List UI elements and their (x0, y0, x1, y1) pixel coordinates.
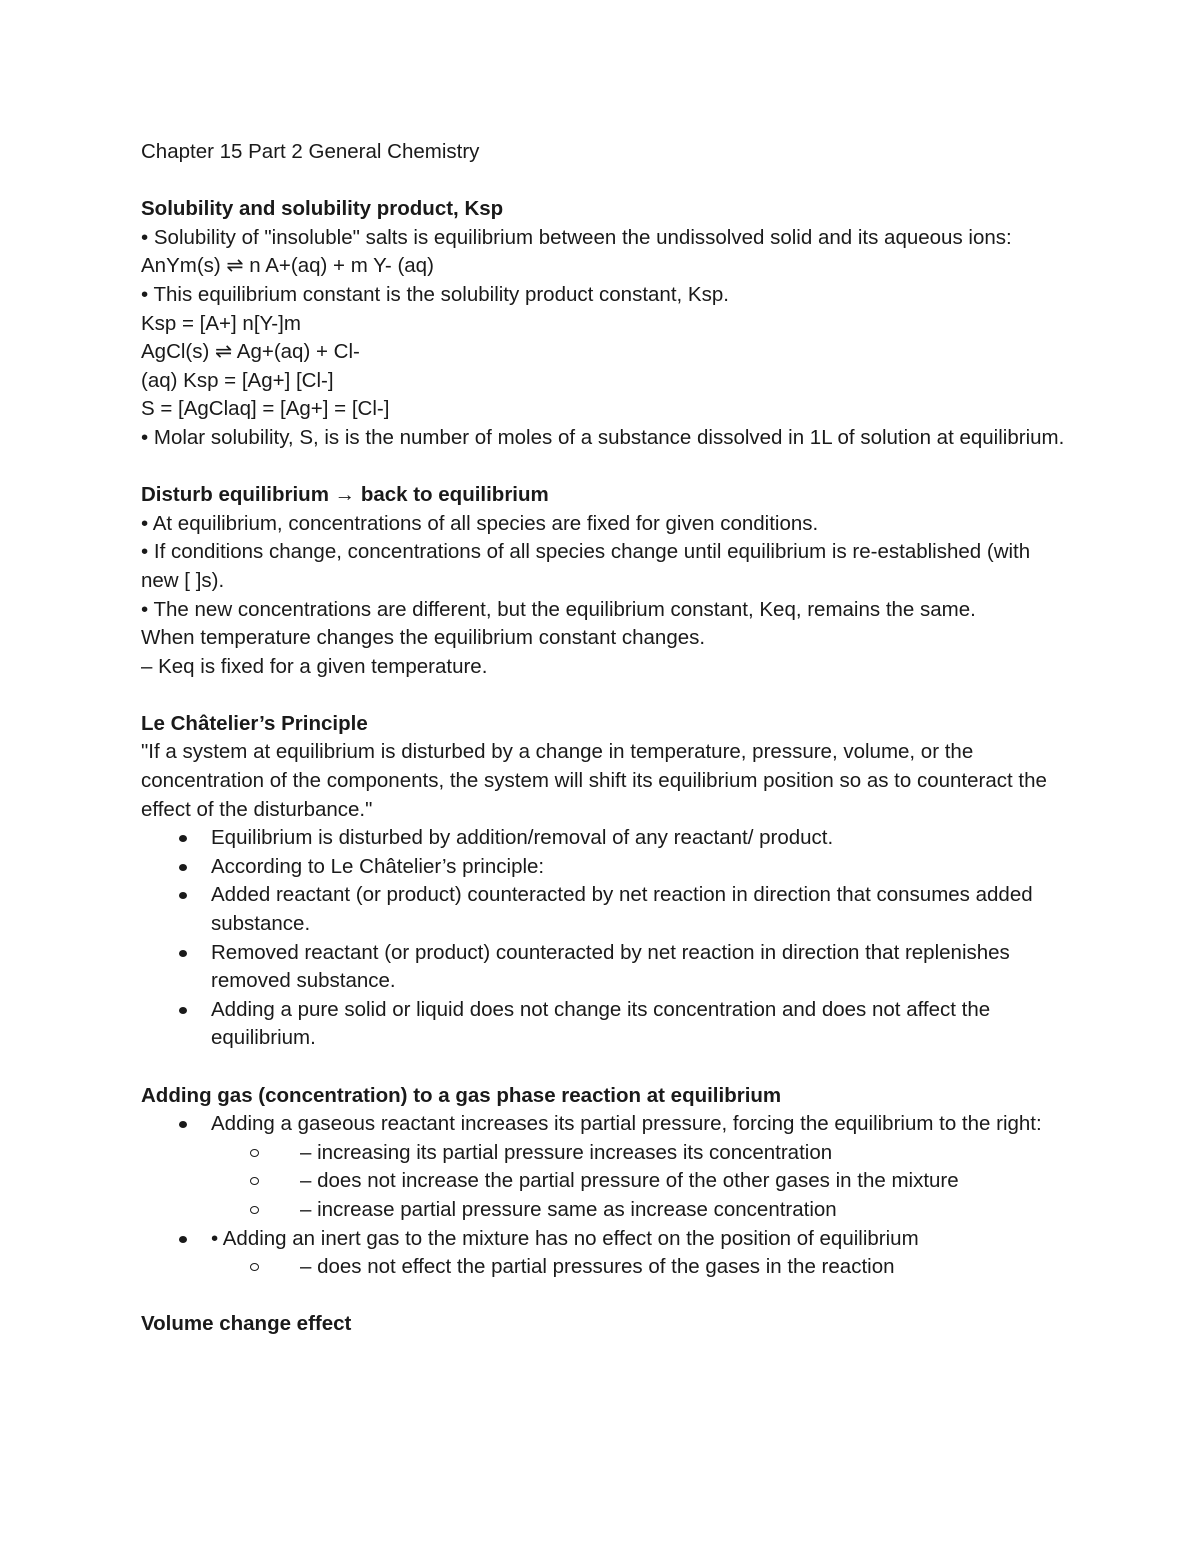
list-item: Adding a pure solid or liquid does not change its concentration and does not affect the equilibrium. (211, 996, 1071, 1053)
spacer (141, 1053, 1071, 1082)
sub-bullet-list (211, 1253, 1071, 1282)
bullet-list (141, 824, 1071, 1053)
sub-list-item: – does not effect the partial pressures of the gases in the reaction (300, 1253, 1071, 1282)
section-heading: Volume change effect (141, 1312, 352, 1336)
list-item-text: Adding a gaseous reactant increases its partial pressure, forcing the equilibrium to the right: (211, 1112, 1042, 1136)
equation-line: AnYm(s) ⇌ n A+(aq) + m Y- (aq) (141, 254, 434, 278)
list-item: According to Le Châtelier’s principle: (211, 853, 1071, 882)
equation-line: (aq) Ksp = [Ag+] [Cl-] (141, 368, 334, 392)
document-page (141, 138, 1071, 1339)
equation-line: AgCl(s) ⇌ Ag+(aq) + Cl- (141, 340, 360, 364)
quote-text: "If a system at equilibrium is disturbed by a change in temperature, pressure, volume, or the concentration of the components, the system will shift its equilibrium position so as to counteract the effect of the disturbance." (141, 740, 1047, 821)
equation-line: S = [AgClaq] = [Ag+] = [Cl-] (141, 397, 390, 421)
text-line: • Molar solubility, S, is is the number of moles of a substance dissolved in 1L of solution at equilibrium. (141, 425, 1065, 449)
list-item: Added reactant (or product) counteracted by net reaction in direction that consumes added substance. (211, 881, 1071, 938)
spacer (141, 681, 1071, 710)
section-solubility (141, 195, 1071, 452)
text-line: • The new concentrations are different, but the equilibrium constant, Keq, remains the same. (141, 597, 976, 621)
section-disturb-equilibrium (141, 481, 1071, 681)
document-title: Chapter 15 Part 2 General Chemistry (141, 140, 480, 163)
section-heading: Solubility and solubility product, Ksp (141, 197, 504, 221)
section-heading: Le Châtelier’s Principle (141, 711, 368, 735)
section-le-chatelier (141, 710, 1071, 1053)
sub-list-item: – increasing its partial pressure increases its concentration (300, 1139, 1071, 1168)
section-heading: Adding gas (concentration) to a gas phase reaction at equilibrium (141, 1083, 782, 1107)
list-item (211, 1110, 1071, 1224)
equation-line: Ksp = [A+] n[Y-]m (141, 311, 301, 335)
text-line: • If conditions change, concentrations of all species change until equilibrium is re-established (with new [ ]s). (141, 540, 1031, 592)
text-line: When temperature changes the equilibrium constant changes. (141, 626, 706, 650)
sub-bullet-list (211, 1139, 1071, 1225)
spacer (141, 453, 1071, 482)
list-item: Equilibrium is disturbed by addition/removal of any reactant/ product. (211, 824, 1071, 853)
text-line: – Keq is fixed for a given temperature. (141, 654, 488, 678)
list-item (211, 1225, 1071, 1282)
list-item-text: • Adding an inert gas to the mixture has no effect on the position of equilibrium (211, 1226, 919, 1250)
spacer (141, 1282, 1071, 1311)
bullet-list (141, 1110, 1071, 1282)
text-line: • This equilibrium constant is the solubility product constant, Ksp. (141, 282, 729, 306)
sub-list-item: – increase partial pressure same as increase concentration (300, 1196, 1071, 1225)
sub-list-item: – does not increase the partial pressure of the other gases in the mixture (300, 1167, 1071, 1196)
text-line: • Solubility of "insoluble" salts is equilibrium between the undissolved solid and its aqueous ions: (141, 225, 1012, 249)
section-volume-change (141, 1310, 1071, 1339)
section-adding-gas (141, 1082, 1071, 1282)
list-item: Removed reactant (or product) counteracted by net reaction in direction that replenishes removed substance. (211, 939, 1071, 996)
section-heading: Disturb equilibrium → back to equilibrium (141, 483, 549, 507)
text-line: • At equilibrium, concentrations of all species are fixed for given conditions. (141, 511, 819, 535)
